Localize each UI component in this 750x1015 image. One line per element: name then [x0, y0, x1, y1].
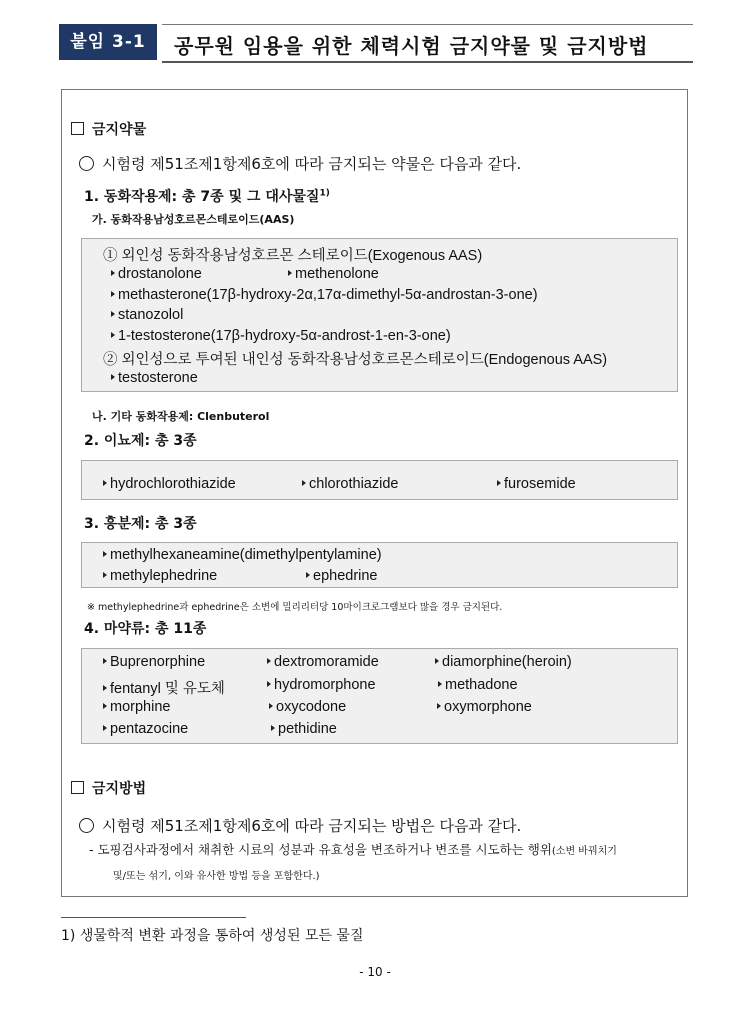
method-parenthetical-cont: 및/또는 섞기, 이와 유사한 방법 등을 포함한다.) [113, 871, 320, 882]
drug-item: diamorphine(heroin) [435, 654, 572, 670]
stimulants-note: ※ methylephedrine과 ephedrine은 소변에 밀리리터당 10마이크로그램보다 많을 경우 금지된다. [87, 602, 503, 613]
triangle-bullet-icon [111, 332, 115, 338]
triangle-bullet-icon [271, 725, 275, 731]
section-title: 금지방법 [92, 781, 147, 797]
section-title: 금지약물 [92, 122, 147, 138]
footnote-ref: 1) [319, 188, 330, 199]
page-title: 공무원 임용을 위한 체력시험 금지약물 및 금지방법 [174, 34, 649, 58]
page-number: - 10 - [359, 965, 391, 979]
group1-sub-a: 가. 동화작용남성호르몬스테로이드(AAS) [92, 213, 295, 226]
exogenous-aas-line: ① 외인성 동화작용남성호르몬 스테로이드(Exogenous AAS) [103, 248, 483, 264]
triangle-bullet-icon [103, 725, 107, 731]
drug-item: methadone [438, 677, 518, 693]
checkbox-square-icon [71, 781, 84, 794]
document-header [59, 24, 693, 61]
drug-item: pentazocine [103, 721, 188, 737]
endogenous-aas-line: ② 외인성으로 투여된 내인성 동화작용남성호르몬스테로이드(Endogenous AAS) [103, 352, 608, 368]
content-frame [61, 89, 688, 897]
group4-heading: 4. 마약류: 총 11종 [84, 621, 207, 637]
method-parenthetical: (소변 바꿔치기 [551, 846, 617, 857]
triangle-bullet-icon [267, 681, 271, 687]
drug-item: oxymorphone [437, 699, 532, 715]
triangle-bullet-icon [103, 703, 107, 709]
drug-item: chlorothiazide [302, 476, 398, 492]
aas-box [81, 238, 678, 392]
triangle-bullet-icon [103, 658, 107, 664]
triangle-bullet-icon [288, 270, 292, 276]
group2-heading: 2. 이뇨제: 총 3종 [84, 433, 197, 449]
section1-intro [79, 153, 521, 174]
triangle-bullet-icon [111, 374, 115, 380]
group-heading-text: 1. 동화작용제: 총 7종 및 그 대사물질 [84, 189, 320, 205]
footnote: 1) 생물학적 변환 과정을 통하여 생성된 모든 물질 [61, 928, 364, 944]
drug-item: Buprenorphine [103, 654, 205, 670]
drug-item: drostanolone [111, 266, 202, 282]
triangle-bullet-icon [111, 270, 115, 276]
drug-item: hydromorphone [267, 677, 376, 693]
group3-heading: 3. 흥분제: 총 3종 [84, 516, 197, 532]
triangle-bullet-icon [497, 480, 501, 486]
drug-item: stanozolol [111, 307, 183, 323]
drug-item: 1-testosterone(17β-hydroxy-5α-androst-1-en-3-one) [111, 328, 451, 344]
group1-heading [84, 186, 330, 206]
drug-item: dextromoramide [267, 654, 379, 670]
triangle-bullet-icon [438, 681, 442, 687]
triangle-bullet-icon [111, 291, 115, 297]
diuretics-box [81, 460, 678, 500]
group1-sub-b: 나. 기타 동화작용제: Clenbuterol [92, 410, 270, 423]
triangle-bullet-icon [306, 572, 310, 578]
drug-item: oxycodone [269, 699, 346, 715]
drug-item: methenolone [288, 266, 379, 282]
triangle-bullet-icon [103, 572, 107, 578]
triangle-bullet-icon [435, 658, 439, 664]
drug-item: methylhexaneamine(dimethylpentylamine) [103, 547, 382, 563]
triangle-bullet-icon [103, 480, 107, 486]
drug-item: ephedrine [306, 568, 378, 584]
attachment-badge: 붙임 3-1 [59, 24, 157, 60]
stimulants-box [81, 542, 678, 588]
triangle-bullet-icon [437, 703, 441, 709]
checkbox-square-icon [71, 122, 84, 135]
drug-item: testosterone [111, 370, 198, 386]
circle-bullet-icon [79, 156, 94, 171]
footnote-divider [61, 917, 246, 918]
drug-item: pethidine [271, 721, 337, 737]
method-description [89, 839, 617, 862]
title-bar [162, 24, 693, 63]
section-prohibited-methods-heading [71, 778, 146, 798]
intro-text: 시험령 제51조제1항제6호에 따라 금지되는 방법은 다음과 같다. [102, 817, 522, 835]
drug-item: fentanyl 및 유도체 [103, 677, 225, 698]
triangle-bullet-icon [269, 703, 273, 709]
drug-item: hydrochlorothiazide [103, 476, 236, 492]
narcotics-box [81, 648, 678, 744]
method-text: - 도핑검사과정에서 채취한 시료의 성분과 유효성을 변조하거나 변조를 시도하는 행위 [89, 842, 552, 857]
triangle-bullet-icon [103, 685, 107, 691]
drug-item: methasterone(17β-hydroxy-2α,17α-dimethyl-5α-androstan-3-one) [111, 287, 538, 303]
drug-item: furosemide [497, 476, 576, 492]
drug-item: methylephedrine [103, 568, 217, 584]
section-prohibited-drugs-heading [71, 119, 146, 139]
triangle-bullet-icon [111, 311, 115, 317]
section2-intro [79, 815, 521, 836]
triangle-bullet-icon [302, 480, 306, 486]
triangle-bullet-icon [267, 658, 271, 664]
drug-item: morphine [103, 699, 170, 715]
intro-text: 시험령 제51조제1항제6호에 따라 금지되는 약물은 다음과 같다. [102, 155, 522, 173]
triangle-bullet-icon [103, 551, 107, 557]
circle-bullet-icon [79, 818, 94, 833]
